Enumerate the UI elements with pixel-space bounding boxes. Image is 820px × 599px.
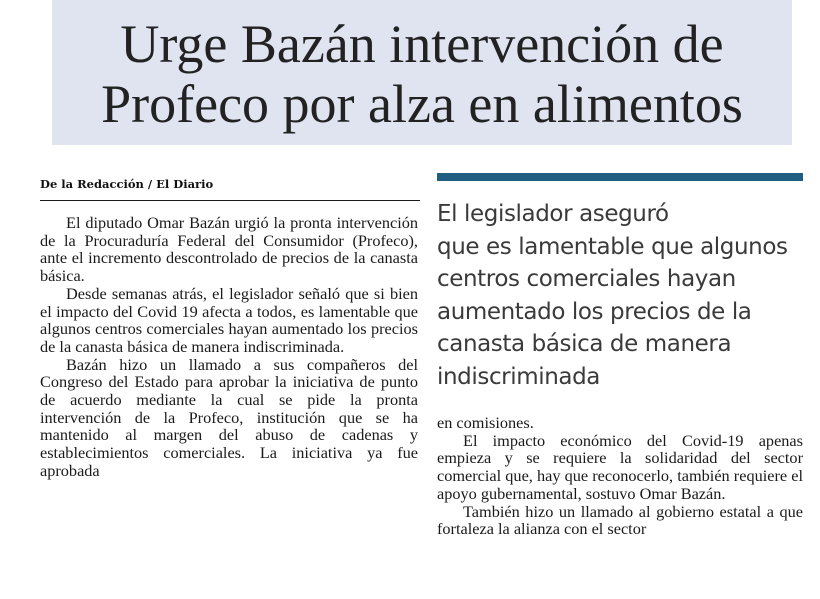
byline-divider xyxy=(40,200,420,201)
article-paragraph: en comisiones. xyxy=(437,413,534,432)
article-paragraph: Bazán hizo un llamado a sus compañeros del Congreso del Estado para aprobar la iniciativa de punto de acuerdo mediante la cual se pide la pronta intervención de la Profeco, institución que se ha mantenido al margen del abuso de cadenas y establecimientos comerciales. La iniciativa ya fue aprobada xyxy=(40,354,418,480)
headline-banner xyxy=(52,0,792,145)
headline-line-1: Urge Bazán intervención de xyxy=(120,14,724,74)
pullquote-line: indiscriminada xyxy=(437,363,600,390)
pullquote-line: centros comerciales hayan xyxy=(437,266,736,292)
article-paragraph: Desde semanas atrás, el legislador señaló que si bien el impacto del Covid 19 afecta a todos, es lamentable que algunos centros comerciales hayan aumentado los precios de la canasta básica de manera indiscriminada. xyxy=(40,283,418,356)
article-column-left xyxy=(40,214,418,480)
article-column-right xyxy=(437,414,803,538)
pullquote-line: El legislador aseguró xyxy=(437,201,669,227)
article-paragraph: El impacto económico del Covid-19 apenas empieza y se requiere la solidaridad del sector comercial que, hay que reconocerlo, también requiere el apoyo gubernamental, sostuvo Omar Bazán. xyxy=(437,430,803,503)
pullquote-accent-bar xyxy=(437,173,803,181)
pullquote-line: aumentado los precios de la xyxy=(437,298,752,325)
pullquote xyxy=(437,198,809,393)
pullquote-line: canasta básica de manera xyxy=(437,331,732,357)
headline xyxy=(52,14,792,134)
byline: De la Redacción / El Diario xyxy=(40,177,214,191)
pullquote-line: que es lamentable que algunos xyxy=(437,233,788,260)
article-paragraph: El diputado Omar Bazán urgió la pronta intervención de la Procuraduría Federal del Consumidor (Profeco), ante el incremento descontrolado de precios de la canasta básica. xyxy=(40,213,418,286)
headline-line-2: Profeco por alza en alimentos xyxy=(101,74,743,134)
article-paragraph: También hizo un llamado al gobierno estatal a que fortaleza la alianza con el sector xyxy=(437,501,803,539)
